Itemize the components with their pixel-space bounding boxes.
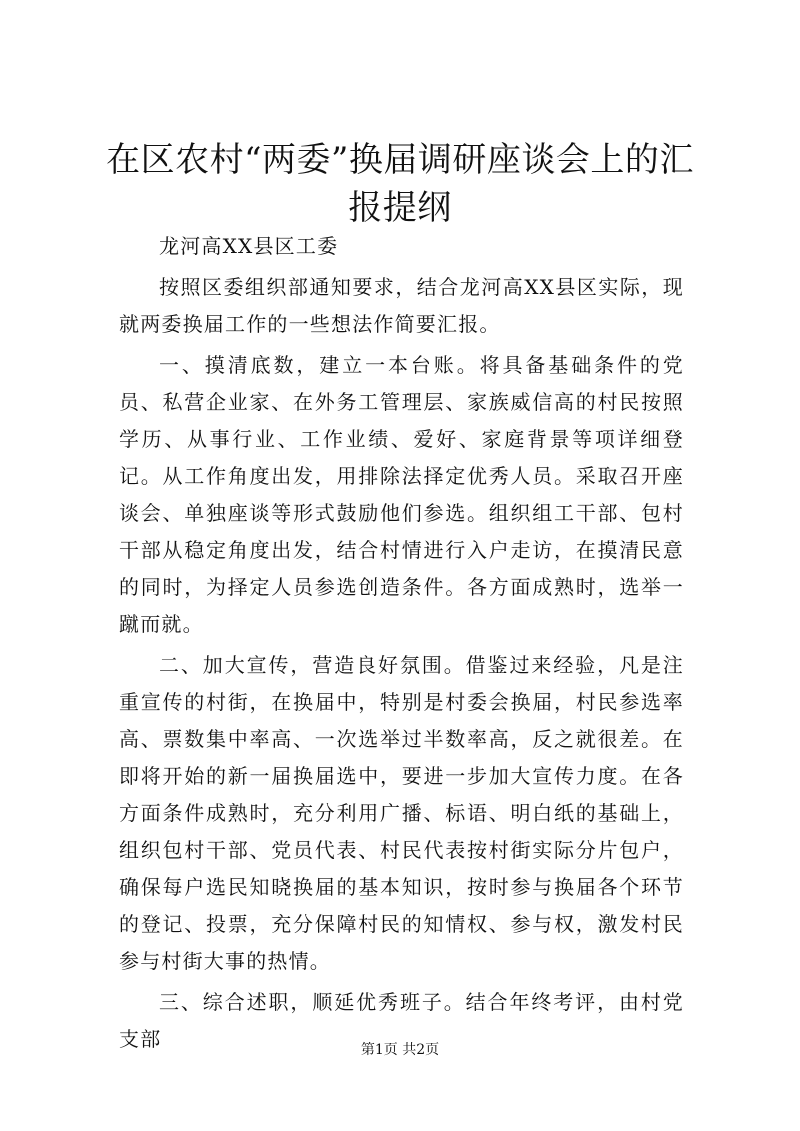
paragraph-section-3: 三、综合述职，顺延优秀班子。结合年终考评，由村党支部 xyxy=(119,990,684,1051)
author-line: 龙河高XX县区工委 xyxy=(159,234,339,258)
paragraph-section-1: 一、摸清底数，建立一本台账。将具备基础条件的党员、私营企业家、在外务工管理层、家族威信高的村民按照学历、从事行业、工作业绩、爱好、家庭背景等项详细登记。从工作角度出发，用排除法择定优秀人员。采取召开座谈会、单独座谈等形式鼓励他们参选。组织组工干部、包村干部从稳定角度出发，结合村情进行入户走访，在摸清民意的同时，为择定人员参选创造条件。各方面成熟时，选举一蹴而就。 xyxy=(119,353,684,636)
paragraph-intro: 按照区委组织部通知要求，结合龙河高XX县区实际，现就两委换届工作的一些想法作简要汇报。 xyxy=(119,275,684,336)
document-title: 在区农村“两委”换届调研座谈会上的汇报提纲 xyxy=(106,140,694,228)
paragraph-section-2: 二、加大宣传，营造良好氛围。借鉴过来经验，凡是注重宣传的村街，在换届中，特别是村委会换届，村民参选率高、票数集中率高、一次选举过半数率高，反之就很差。在即将开始的新一届换届选中，要进一步加大宣传力度。在各方面条件成熟时，充分利用广播、标语、明白纸的基础上，组织包村干部、党员代表、村民代表按村街实际分片包户，确保每户选民知晓换届的基本知识，按时参与换届各个环节的登记、投票，充分保障村民的知情权、参与权，激发村民参与村街大事的热情。 xyxy=(119,653,684,973)
document-body xyxy=(119,228,684,1062)
page-footer: 第1页 共2页 xyxy=(360,1042,440,1058)
